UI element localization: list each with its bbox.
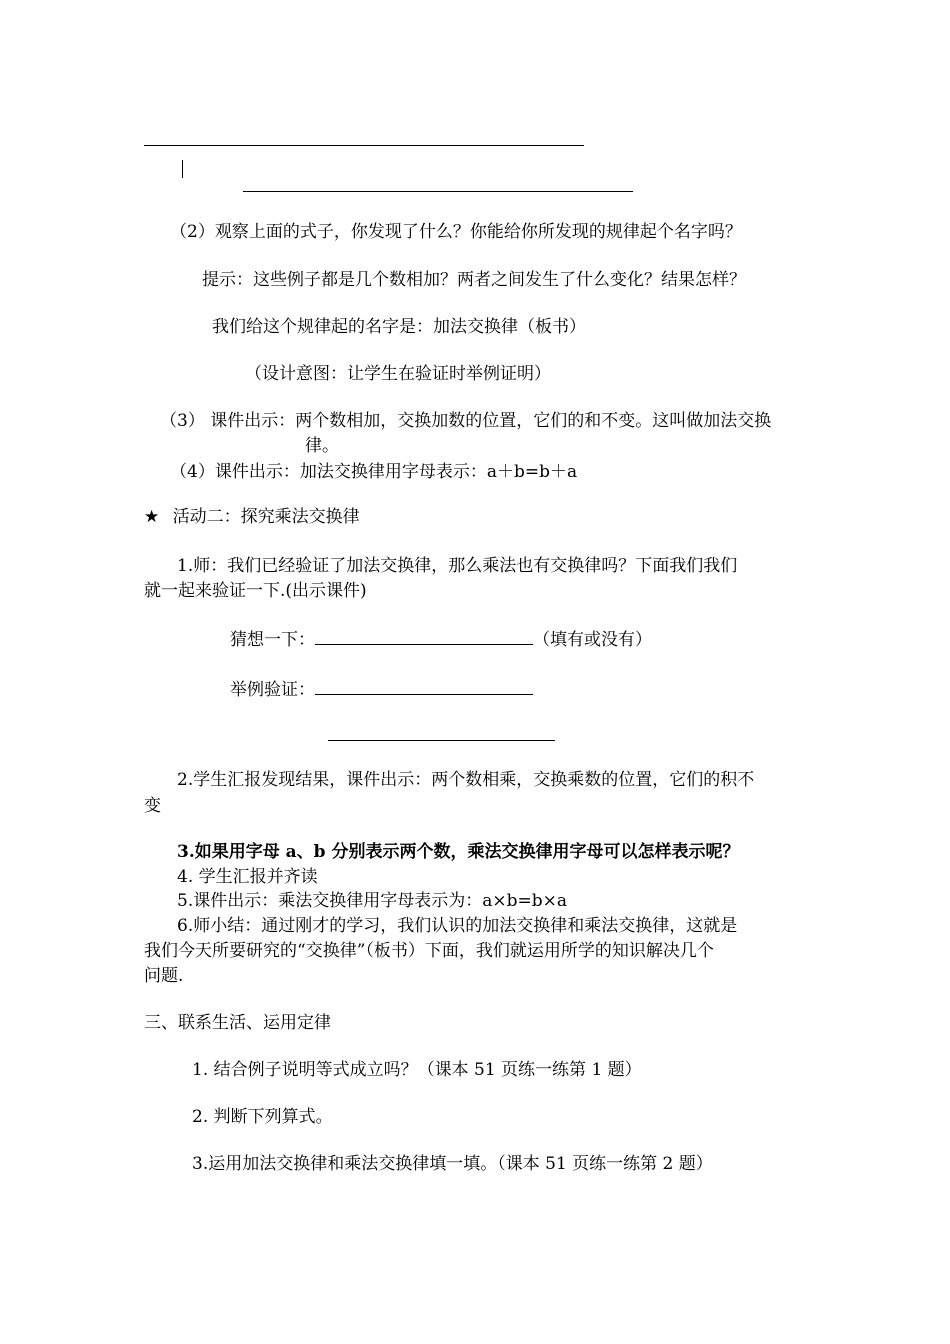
activity2-title: 活动二：探究乘法交换律 xyxy=(172,507,360,527)
a2-item4: 4. 学生汇报并齐读 xyxy=(177,867,318,887)
a2-item6-line2: 我们今天所要研究的“交换律”（板书）下面，我们就运用所学的知识解决几个 xyxy=(144,941,714,961)
a2-item1-line1: 1.师：我们已经验证了加法交换律，那么乘法也有交换律吗？下面我们我们 xyxy=(177,556,738,576)
verify-label: 举例验证： xyxy=(230,680,315,700)
hint-text: 提示：这些例子都是几个数相加？两者之间发生了什么变化？结果怎样？ xyxy=(202,270,746,290)
blank-line-2 xyxy=(243,191,633,192)
star-icon: ★ xyxy=(144,507,160,527)
a2-item2-line2: 变 xyxy=(144,796,161,816)
verify-blank-2[interactable] xyxy=(328,740,555,741)
s3-item1: 1. 结合例子说明等式成立吗？（课本 51 页练一练第 1 题） xyxy=(192,1060,642,1080)
guess-blank[interactable] xyxy=(315,626,533,645)
a2-item3: 3.如果用字母 a、b 分别表示两个数，乘法交换律用字母可以怎样表示呢？ xyxy=(177,842,740,862)
activity2-heading xyxy=(144,505,360,529)
s3-item3: 3.运用加法交换律和乘法交换律填一填。（课本 51 页练一练第 2 题） xyxy=(192,1154,713,1174)
blank-line-1 xyxy=(144,145,584,146)
a2-item5: 5.课件出示：乘法交换律用字母表示为：a×b=b×a xyxy=(177,891,567,911)
a2-item1-line2: 就一起来验证一下.(出示课件) xyxy=(144,581,367,601)
s3-item2: 2. 判断下列算式。 xyxy=(192,1107,333,1127)
design-intent: （设计意图：让学生在验证时举例证明） xyxy=(245,364,551,384)
item3-line1: （3） 课件出示：两个数相加，交换加数的位置，它们的和不变。这叫做加法交换 xyxy=(160,411,772,431)
item4: （4）课件出示：加法交换律用字母表示：a＋b=b＋a xyxy=(170,462,578,482)
verify-row xyxy=(230,676,533,702)
section2-question2: （2）观察上面的式子，你发现了什么？你能给你所发现的规律起个名字吗？ xyxy=(170,222,742,242)
verify-blank[interactable] xyxy=(315,676,533,695)
guess-label: 猜想一下： xyxy=(230,630,315,650)
a2-item2-line1: 2.学生汇报发现结果，课件出示：两个数相乘，交换乘数的位置，它们的积不 xyxy=(177,770,755,790)
text-cursor-mark xyxy=(182,160,183,178)
naming-text: 我们给这个规律起的名字是：加法交换律（板书） xyxy=(212,317,586,337)
guess-suffix: （填有或没有） xyxy=(533,630,652,650)
a2-item6-line1: 6.师小结：通过刚才的学习，我们认识的加法交换律和乘法交换律，这就是 xyxy=(177,916,738,936)
item3-line2: 律。 xyxy=(305,436,339,456)
a2-item6-line3: 问题. xyxy=(144,966,184,986)
guess-row xyxy=(230,626,652,652)
section3-title: 三、联系生活、运用定律 xyxy=(144,1013,331,1033)
